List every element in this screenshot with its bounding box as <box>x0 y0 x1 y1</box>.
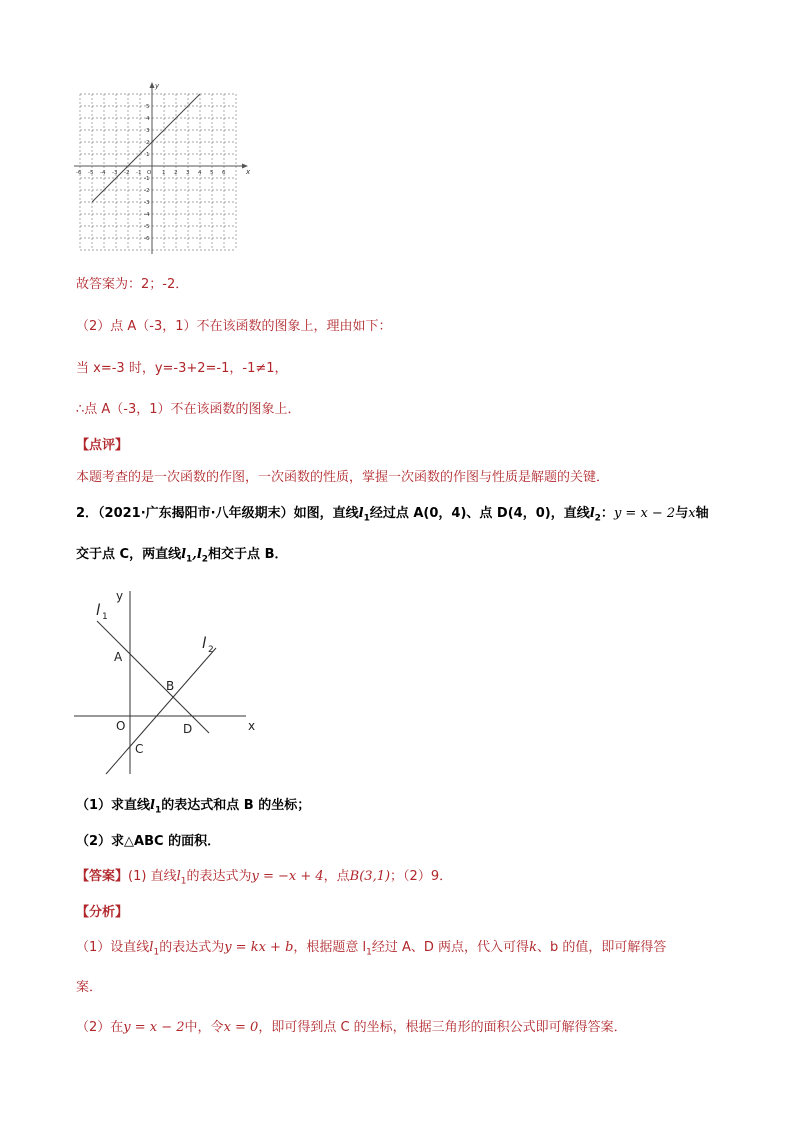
point-b: B(3,1) <box>349 869 391 884</box>
label-D: D <box>183 722 193 736</box>
y-tick-label: -5 <box>144 224 150 230</box>
conclusion-line: ∴点 A（-3，1）不在该函数的图象上． <box>76 402 301 417</box>
x-tick-label: -1 <box>136 170 142 176</box>
analysis-text: 的表达式为 <box>159 940 225 955</box>
subscript: 1 <box>363 513 370 524</box>
y-tick-label: -6 <box>144 236 150 242</box>
x-tick-label: -5 <box>88 170 94 176</box>
analysis-p2 <box>76 1019 627 1037</box>
subscript: 1 <box>186 554 193 565</box>
label-x: x <box>248 719 256 733</box>
label-l1-sub: 1 <box>102 612 108 622</box>
subscript: 2 <box>201 554 209 565</box>
problem2-stem-line2 <box>76 546 287 569</box>
y-tick-label: 5 <box>146 104 150 110</box>
x-tick-label: 5 <box>210 170 214 176</box>
answer-heading: 【答案】 <box>76 869 129 884</box>
stem-text: 相交于点 B． <box>208 547 288 562</box>
x-tick-label: -6 <box>76 170 82 176</box>
line-l2 <box>106 648 216 774</box>
analysis-text: 、b 的值，即可解得答 <box>536 940 667 955</box>
var-x: x <box>688 506 696 521</box>
subscript: 1 <box>153 947 160 958</box>
analysis-text: ，即可得到点 C 的坐标，根据三角形的面积公式即可解得答案． <box>258 1020 627 1035</box>
problem-number: 2． <box>76 506 99 521</box>
question-2: （2）求△ABC 的面积． <box>76 834 221 849</box>
answer-block <box>76 868 452 891</box>
var-k: k <box>529 940 537 955</box>
x-tick-label: -4 <box>100 170 106 176</box>
comment-text: 本题考查的是一次函数的作图，一次函数的性质，掌握一次函数的作图与性质是解题的关键． <box>76 470 610 485</box>
label-C: C <box>135 742 144 756</box>
analysis-text: （2）在 <box>76 1020 124 1035</box>
x-tick-label: 2 <box>174 170 178 176</box>
stem-text: 如图，直线 <box>293 506 359 521</box>
answer-text: 的表达式为 <box>186 869 252 884</box>
y-tick-label: -2 <box>144 188 150 194</box>
x-tick-label: -2 <box>124 170 130 176</box>
label-l2: l <box>202 634 207 652</box>
part2-intro: （2）点 A（-3，1）不在该函数的图象上，理由如下： <box>76 319 392 334</box>
y-axis-arrow-icon <box>150 82 155 88</box>
subscript: 2 <box>594 513 601 524</box>
y-tick-label: -4 <box>144 212 150 218</box>
x-tick-label: 1 <box>162 170 166 176</box>
answer-text: (1) 直线 <box>128 869 177 884</box>
stem-text: 交于点 C，两直线 <box>76 547 182 562</box>
y-tick-label: 1 <box>146 152 150 158</box>
question-text: 的表达式和点 B 的坐标； <box>161 798 311 813</box>
two-lines-figure <box>70 585 270 780</box>
var-l: l <box>176 869 181 884</box>
stem-text: 与 <box>675 506 689 521</box>
function-line <box>92 94 200 202</box>
y-tick-label: -3 <box>144 200 150 206</box>
analysis-heading: 【分析】 <box>76 905 129 920</box>
subscript: 1 <box>155 805 162 816</box>
problem2-stem-line1 <box>76 505 709 528</box>
x-zero: x = 0 <box>223 1020 259 1035</box>
label-A: A <box>114 650 123 664</box>
var-l: l <box>181 547 187 562</box>
question-1 <box>76 797 310 820</box>
answer-text: ；（2）9． <box>390 869 453 884</box>
y-axis-label: y <box>155 82 160 90</box>
var-l: l <box>149 940 154 955</box>
problem-source: （2021·广东揭阳市·八年级期末） <box>98 506 294 521</box>
stem-text: ： <box>600 506 614 521</box>
label-l2-sub: 2 <box>208 645 214 655</box>
analysis-p1 <box>76 939 666 962</box>
comma: , <box>192 547 197 562</box>
x-tick-label: 3 <box>186 170 190 176</box>
label-y: y <box>116 589 124 603</box>
analysis-text: （1）设直线 <box>76 940 150 955</box>
var-l: l <box>150 798 155 813</box>
origin-label: O <box>147 170 152 176</box>
var-l: l <box>196 547 202 562</box>
general-expression: y = kx + b <box>224 940 294 955</box>
subscript: 1 <box>180 876 187 887</box>
label-B: B <box>166 679 175 693</box>
stem-text: 经过点 A(0，4)、点 D(4，0)，直线 <box>369 506 590 521</box>
l2-expression: y = x − 2 <box>123 1020 185 1035</box>
label-O: O <box>116 719 126 733</box>
y-tick-label: 4 <box>146 116 150 122</box>
answer-line: 故答案为：2；-2． <box>76 277 189 292</box>
var-l: l <box>589 506 595 521</box>
stem-text: 轴 <box>695 506 709 521</box>
l1-expression: y = −x + 4 <box>251 869 324 884</box>
calc-line: 当 x=-3 时，y=-3+2=-1，-1≠1， <box>76 361 288 376</box>
x-axis-label: x <box>246 168 251 176</box>
question-text: （1）求直线 <box>76 798 151 813</box>
analysis-text: ，根据题意 l <box>293 940 367 955</box>
answer-text: ，点 <box>323 869 350 884</box>
comment-heading: 【点评】 <box>76 438 129 453</box>
subscript: 1 <box>366 947 372 958</box>
label-l1: l <box>96 601 101 619</box>
linear-function-graph <box>70 78 256 256</box>
analysis-p1-cont: 案． <box>76 980 103 995</box>
analysis-text: 经过 A、D 两点，代入可得 <box>371 940 530 955</box>
x-tick-label: 6 <box>222 170 226 176</box>
x-tick-label: 4 <box>198 170 202 176</box>
l2-equation: y = x − 2 <box>613 506 676 521</box>
y-tick-label: 3 <box>146 128 150 134</box>
y-tick-label: 2 <box>146 140 150 146</box>
x-tick-label: -3 <box>112 170 118 176</box>
analysis-text: 中，令 <box>184 1020 224 1035</box>
var-l: l <box>358 506 364 521</box>
y-tick-label: -1 <box>144 176 150 182</box>
